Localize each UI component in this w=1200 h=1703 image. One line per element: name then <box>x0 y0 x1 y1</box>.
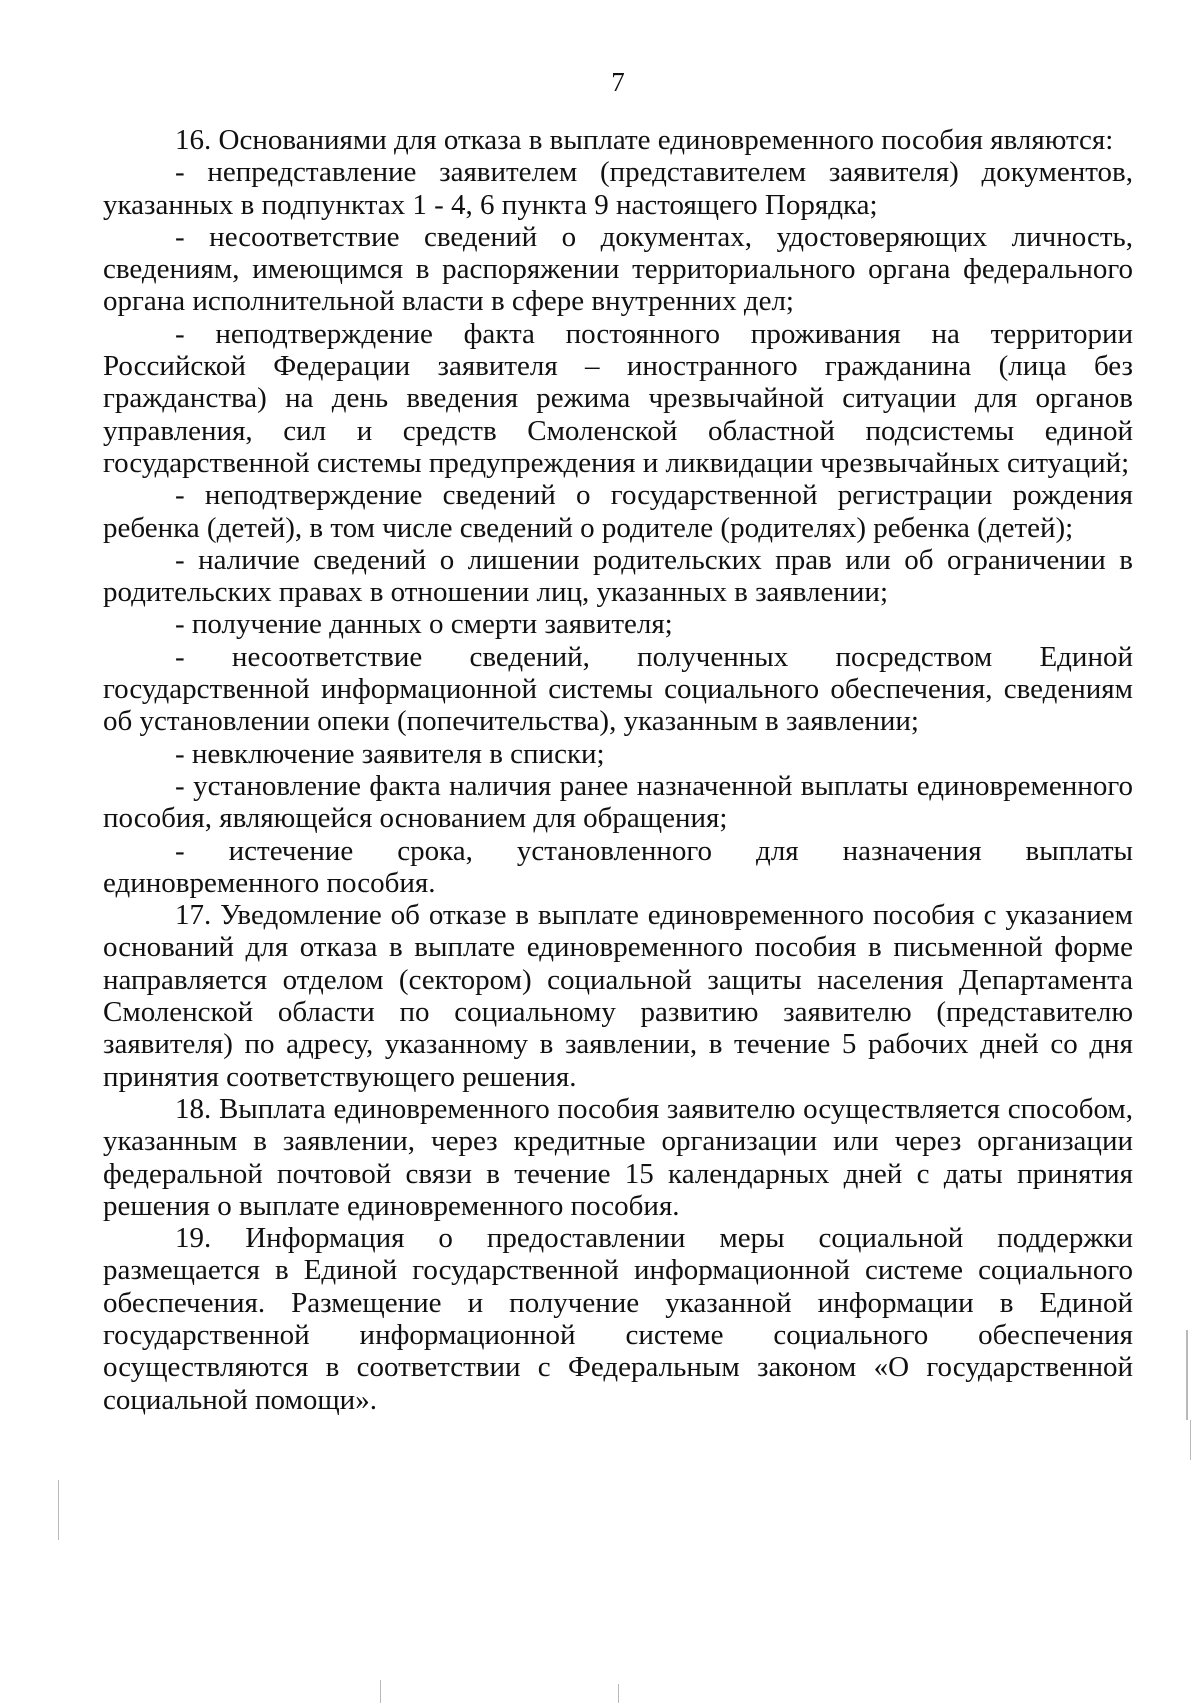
paragraph-17: 17. Уведомление об отказе в выплате единовременного пособия с указанием оснований для отказа в выплате единовременного пособия в письменной форме направляется отделом (сектором) социальной защиты населения Департамента Смоленской области по социальному развитию заявителю (представителю заявителя) по адресу, указанному в заявлении, в течение 5 рабочих дней со дня принятия соответствующего решения. <box>103 899 1133 1093</box>
paragraph-16-item-9: - установление факта наличия ранее назначенной выплаты единовременного пособия, являющейся основанием для обращения; <box>103 769 1133 835</box>
scan-artifact <box>58 1480 59 1540</box>
scan-artifact <box>1186 1330 1188 1420</box>
paragraph-16-item-1: - непредставление заявителем (представителем заявителя) документов, указанных в подпунктах 1 - 4, 6 пункта 9 настоящего Порядка; <box>103 156 1133 221</box>
paragraph-16-item-8: - невключение заявителя в списки; <box>175 737 605 770</box>
paragraph-16-item-6: - получение данных о смерти заявителя; <box>175 608 673 641</box>
document-body <box>103 124 1133 1416</box>
paragraph-16-item-2: - несоответствие сведений о документах, удостоверяющих личность, сведениям, имеющимся в распоряжении территориального органа федерального органа исполнительной власти в сфере внутренних дел; <box>103 220 1133 318</box>
page-number: 7 <box>611 67 625 97</box>
paragraph-19: 19. Информация о предоставлении меры социальной поддержки размещается в Единой государственной информационной системе социального обеспечения. Размещение и получение указанной информации в Единой государственной информационной системе социального обеспечения осуществляются в соответствии с Федеральным законом «О государственной социальной помощи». <box>103 1222 1133 1416</box>
paragraph-16-item-5: - наличие сведений о лишении родительских прав или об ограничении в родительских правах в отношении лиц, указанных в заявлении; <box>103 543 1133 609</box>
paragraph-16-item-3: - неподтверждение факта постоянного проживания на территории Российской Федерации заявителя – иностранного гражданина (лица без гражданства) на день введения режима чрезвычайной ситуации для органов управления, сил и средств Смоленской областной подсистемы единой государственной системы предупреждения и ликвидации чрезвычайных ситуаций; <box>103 317 1133 479</box>
scan-artifact <box>618 1684 619 1703</box>
paragraph-18: 18. Выплата единовременного пособия заявителю осуществляется способом, указанным в заявлении, через кредитные организации или через организации федеральной почтовой связи в течение 15 календарных дней с даты принятия решения о выплате единовременного пособия. <box>103 1092 1133 1222</box>
scan-artifact <box>380 1680 381 1703</box>
paragraph-16-item-10: - истечение срока, установленного для назначения выплаты единовременного пособия. <box>103 834 1133 899</box>
paragraph-16-item-4: - неподтверждение сведений о государственной регистрации рождения ребенка (детей), в том числе сведений о родителе (родителях) ребенка (детей); <box>103 479 1133 544</box>
paragraph-16-heading: 16. Основаниями для отказа в выплате единовременного пособия являются: <box>175 124 1114 156</box>
scan-artifact <box>1190 1420 1191 1460</box>
paragraph-16-item-7: - несоответствие сведений, полученных посредством Единой государственной информационной системы социального обеспечения, сведениям об установлении опеки (попечительства), указанным в заявлении; <box>103 640 1133 738</box>
